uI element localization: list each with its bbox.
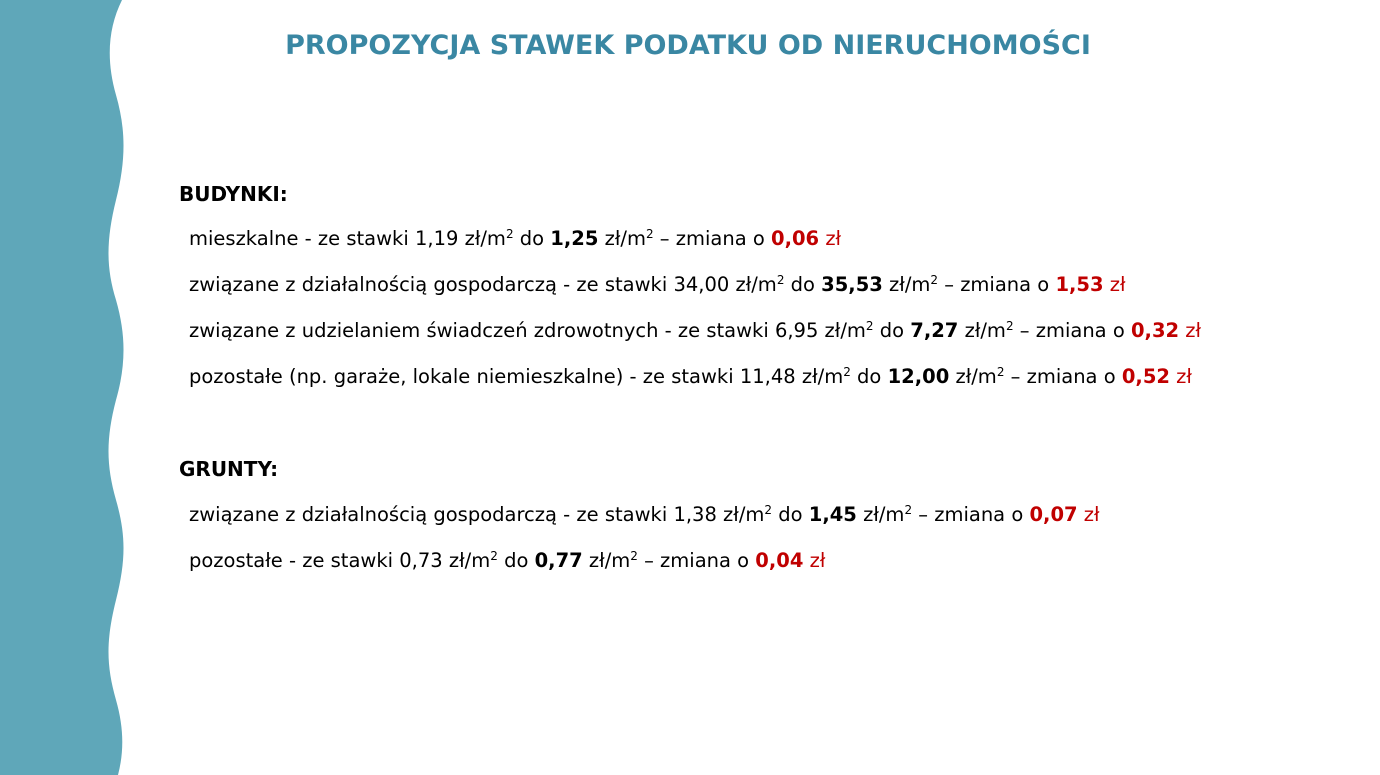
rate-change: 0,32: [1130, 319, 1180, 342]
building-rate-row: związane z działalnością gospodarczą - ze stawki 34,00 $zł/m^2$ do 35,53 $zł/m^2$ – zmiana o 1,53 zł: [189, 273, 1126, 296]
new-rate: 1,45: [808, 503, 857, 526]
new-rate: 1,25: [550, 227, 599, 250]
old-rate: 1,19: [414, 227, 459, 250]
new-rate: 12,00: [887, 365, 950, 388]
lands-heading: GRUNTY:: [179, 457, 279, 481]
decorative-wave-band: [0, 0, 130, 775]
buildings-heading: BUDYNKI:: [179, 182, 288, 206]
rate-change: 0,04: [755, 549, 804, 572]
old-rate: 1,38: [673, 503, 717, 526]
new-rate: 7,27: [910, 319, 959, 342]
old-rate: 34,00: [673, 273, 730, 296]
rate-category: związane z udzielaniem świadczeń zdrowotnych: [189, 319, 659, 342]
old-rate: 6,95: [774, 319, 819, 342]
rate-category: pozostałe (np. garaże, lokale niemieszkalne): [189, 365, 624, 388]
new-rate: 0,77: [534, 549, 583, 572]
rate-category: pozostałe: [189, 549, 283, 572]
rate-category: związane z działalnością gospodarczą: [189, 273, 557, 296]
rate-category: związane z działalnością gospodarczą: [189, 503, 557, 526]
rate-change: 0,07: [1029, 503, 1078, 526]
building-rate-row: pozostałe (np. garaże, lokale niemieszkalne) - ze stawki 11,48 $zł/m^2$ do 12,00 $zł/m^2$ – zmiana o 0,52 zł: [189, 365, 1192, 388]
page-title: PROPOZYCJA STAWEK PODATKU OD NIERUCHOMOŚCI: [285, 30, 1091, 61]
building-rate-row: związane z udzielaniem świadczeń zdrowotnych - ze stawki 6,95 $zł/m^2$ do 7,27 $zł/m^2$ – zmiana o 0,32 zł: [189, 319, 1202, 342]
land-rate-row: pozostałe - ze stawki 0,73 $zł/m^2$ do 0,77 $zł/m^2$ – zmiana o 0,04 zł: [189, 549, 826, 572]
rate-change: 0,52: [1121, 365, 1170, 388]
old-rate: 0,73: [399, 549, 443, 572]
old-rate: 11,48: [739, 365, 796, 388]
rate-change: 0,06: [771, 227, 820, 250]
new-rate: 35,53: [821, 273, 883, 296]
land-rate-row: związane z działalnością gospodarczą - ze stawki 1,38 $zł/m^2$ do 1,45 $zł/m^2$ – zmiana o 0,07 zł: [189, 503, 1100, 526]
building-rate-row: mieszkalne - ze stawki 1,19 $zł/m^2$ do 1,25 $zł/m^2$ – zmiana o 0,06 zł: [189, 227, 842, 250]
rate-category: mieszkalne: [189, 227, 299, 250]
rate-change: 1,53: [1055, 273, 1104, 296]
